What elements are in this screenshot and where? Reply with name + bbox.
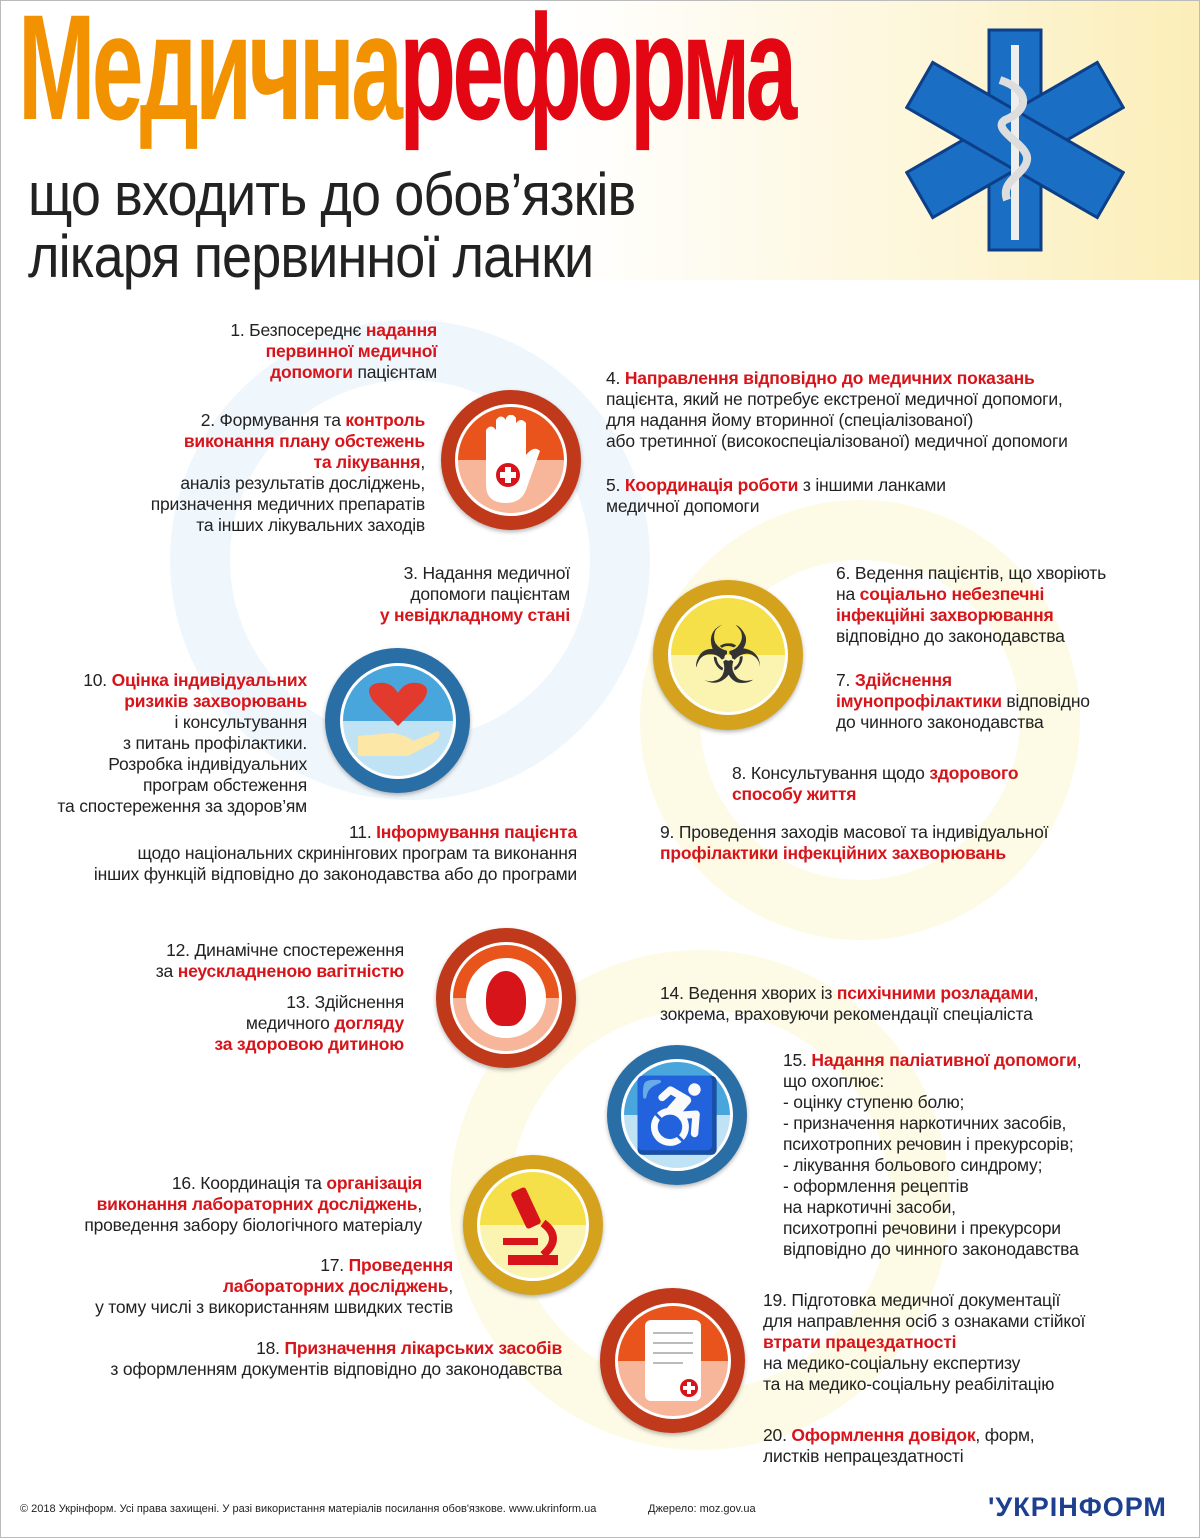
item-text: , форм, листків непрацездатності — [763, 1425, 1035, 1466]
highlight-text: Призначення лікарських засобів — [284, 1338, 562, 1358]
highlight-text: догляду за здоровою дитиною — [214, 1013, 404, 1054]
wheelchair-icon: ♿ — [607, 1045, 747, 1185]
item-text: 11. — [349, 822, 377, 842]
microscope-icon — [463, 1155, 603, 1295]
highlight-text: надання первинної медичної допомоги — [265, 320, 437, 382]
item-text: 10. — [83, 670, 112, 690]
highlight-text: Координація роботи — [624, 475, 799, 495]
item-text: 8. Консультування щодо — [732, 763, 930, 783]
ukrinform-logo: 'УКРІНФОРМ — [988, 1492, 1167, 1522]
medical-document-icon — [600, 1288, 745, 1433]
duty-item-6 — [836, 563, 1106, 647]
item-text: 1. Безпосереднє — [230, 320, 366, 340]
duty-item-11 — [94, 822, 577, 885]
highlight-text: Направлення відповідно до медичних показань — [624, 368, 1035, 388]
highlight-text: Оцінка індивідуальних ризиків захворювань — [111, 670, 307, 711]
item-text: пацієнтам — [352, 362, 437, 382]
highlight-text: контроль виконання плану обстежень та лікування — [183, 410, 425, 472]
duty-item-4 — [606, 368, 1068, 452]
highlight-text: Надання паліативної допомоги — [811, 1050, 1077, 1070]
item-text: 19. Підготовка медичної документації для направлення осіб з ознаками стійкої — [763, 1290, 1086, 1331]
hand-medical-cross-icon — [441, 390, 581, 530]
highlight-text: Проведення лабораторних досліджень — [222, 1255, 453, 1296]
highlight-text: профілактики інфекційних захворювань — [660, 843, 1006, 863]
highlight-text: неускладненою вагітністю — [177, 961, 404, 981]
highlight-text: Здійснення імунопрофілактики — [836, 670, 1002, 711]
copyright: © 2018 Укрінформ. Усі права захищені. У разі використання матеріалів посилання обов'язкове. www.ukrinform.ua — [20, 1503, 597, 1515]
highlight-text: соціально небезпечні інфекційні захворювання — [836, 584, 1054, 625]
duty-item-10 — [57, 670, 307, 817]
item-text: і консультування з питань профілактики. Розробка індивідуальних програм обстеження та спостереження за здоров’ям — [57, 712, 307, 816]
item-text: 2. Формування та — [200, 410, 346, 430]
highlight-text: Інформування пацієнта — [376, 822, 577, 842]
duty-item-1 — [230, 320, 437, 383]
item-text: 4. — [606, 368, 625, 388]
item-text: 20. — [763, 1425, 792, 1445]
item-text: 18. — [256, 1338, 285, 1358]
duty-item-12 — [156, 940, 404, 982]
duty-item-3 — [380, 563, 570, 626]
item-text: 6. Ведення пацієнтів, що хворіють на — [836, 563, 1106, 604]
title-part1: Медична — [18, 0, 400, 151]
item-text: , зокрема, враховуючи рекомендації спеціаліста — [660, 983, 1039, 1024]
item-text: , аналіз результатів досліджень, призначення медичних препаратів та інших лікувальних заходів — [150, 452, 425, 535]
item-text: 9. Проведення заходів масової та індивідуальної — [660, 822, 1049, 842]
highlight-text: Оформлення довідок — [791, 1425, 976, 1445]
item-text: 15. — [783, 1050, 812, 1070]
item-text: , проведення забору біологічного матеріалу — [84, 1194, 422, 1235]
duty-item-9 — [660, 822, 1048, 864]
duty-item-16 — [84, 1173, 422, 1236]
item-text: відповідно до законодавства — [836, 626, 1065, 646]
highlight-text: у невідкладному стані — [379, 605, 570, 625]
fetus-icon — [436, 928, 576, 1068]
item-text: відповідно до чинного законодавства — [836, 691, 1090, 732]
duty-item-8 — [732, 763, 1018, 805]
item-text: 3. Надання медичної допомоги пацієнтам — [403, 563, 570, 604]
item-text: 17. — [320, 1255, 349, 1275]
item-text: 13. Здійснення медичного — [245, 992, 404, 1033]
item-text: , що охоплює: - оцінку ступеню болю; - призначення наркотичних засобів, психотропних речовин і прекурсорів; - лікування больового синдрому; - оформлення рецептів на наркотичні засоби, психотропні речовини і прекурсори відповідно до чинного законодавства — [783, 1050, 1082, 1259]
highlight-text: здорового способу життя — [732, 763, 1019, 804]
highlight-text: психічними розладами — [836, 983, 1034, 1003]
duty-item-17 — [95, 1255, 453, 1318]
source: Джерело: moz.gov.ua — [648, 1503, 756, 1515]
duty-item-19 — [763, 1290, 1085, 1395]
item-text: 5. — [606, 475, 625, 495]
duty-item-2 — [151, 410, 425, 536]
item-text: , у тому числі з використанням швидких тестів — [95, 1276, 453, 1317]
item-text: на медико-соціальну експертизу та на медико-соціальну реабілітацію — [763, 1353, 1055, 1394]
highlight-text: організація виконання лабораторних досліджень — [96, 1173, 422, 1214]
duty-item-18 — [110, 1338, 562, 1380]
item-text: 14. Ведення хворих із — [660, 983, 837, 1003]
duty-item-13 — [214, 992, 404, 1055]
biohazard-icon: ☣ — [653, 580, 803, 730]
item-text: 16. Координація та — [171, 1173, 327, 1193]
item-text: 7. — [836, 670, 855, 690]
star-of-life-icon — [905, 20, 1125, 260]
subtitle-line1: що входить до обов’язків — [28, 161, 636, 228]
item-text: щодо національних скринінгових програм та виконання інших функцій відповідно до законодавства або до програми — [93, 843, 577, 884]
item-text: з іншими ланками медичної допомоги — [606, 475, 946, 516]
duty-item-7 — [836, 670, 1090, 733]
highlight-text: втрати працездатності — [763, 1332, 957, 1352]
duty-item-5 — [606, 475, 946, 517]
subtitle-line2: лікаря первинної ланки — [28, 223, 594, 290]
duty-item-14 — [660, 983, 1038, 1025]
item-text: 12. Динамічне спостереження за — [155, 940, 404, 981]
duty-item-15 — [783, 1050, 1081, 1260]
duty-item-20 — [763, 1425, 1034, 1467]
title-part2: реформа — [399, 0, 794, 151]
item-text: пацієнта, який не потребує екстреної медичної допомоги, для надання йому вторинної (спеціалізованої) або третинної (високоспеціалізованої) медичної допомоги — [606, 389, 1068, 451]
heart-in-hand-icon — [325, 648, 470, 793]
item-text: з оформленням документів відповідно до законодавства — [110, 1359, 562, 1379]
page-title — [18, 0, 794, 151]
